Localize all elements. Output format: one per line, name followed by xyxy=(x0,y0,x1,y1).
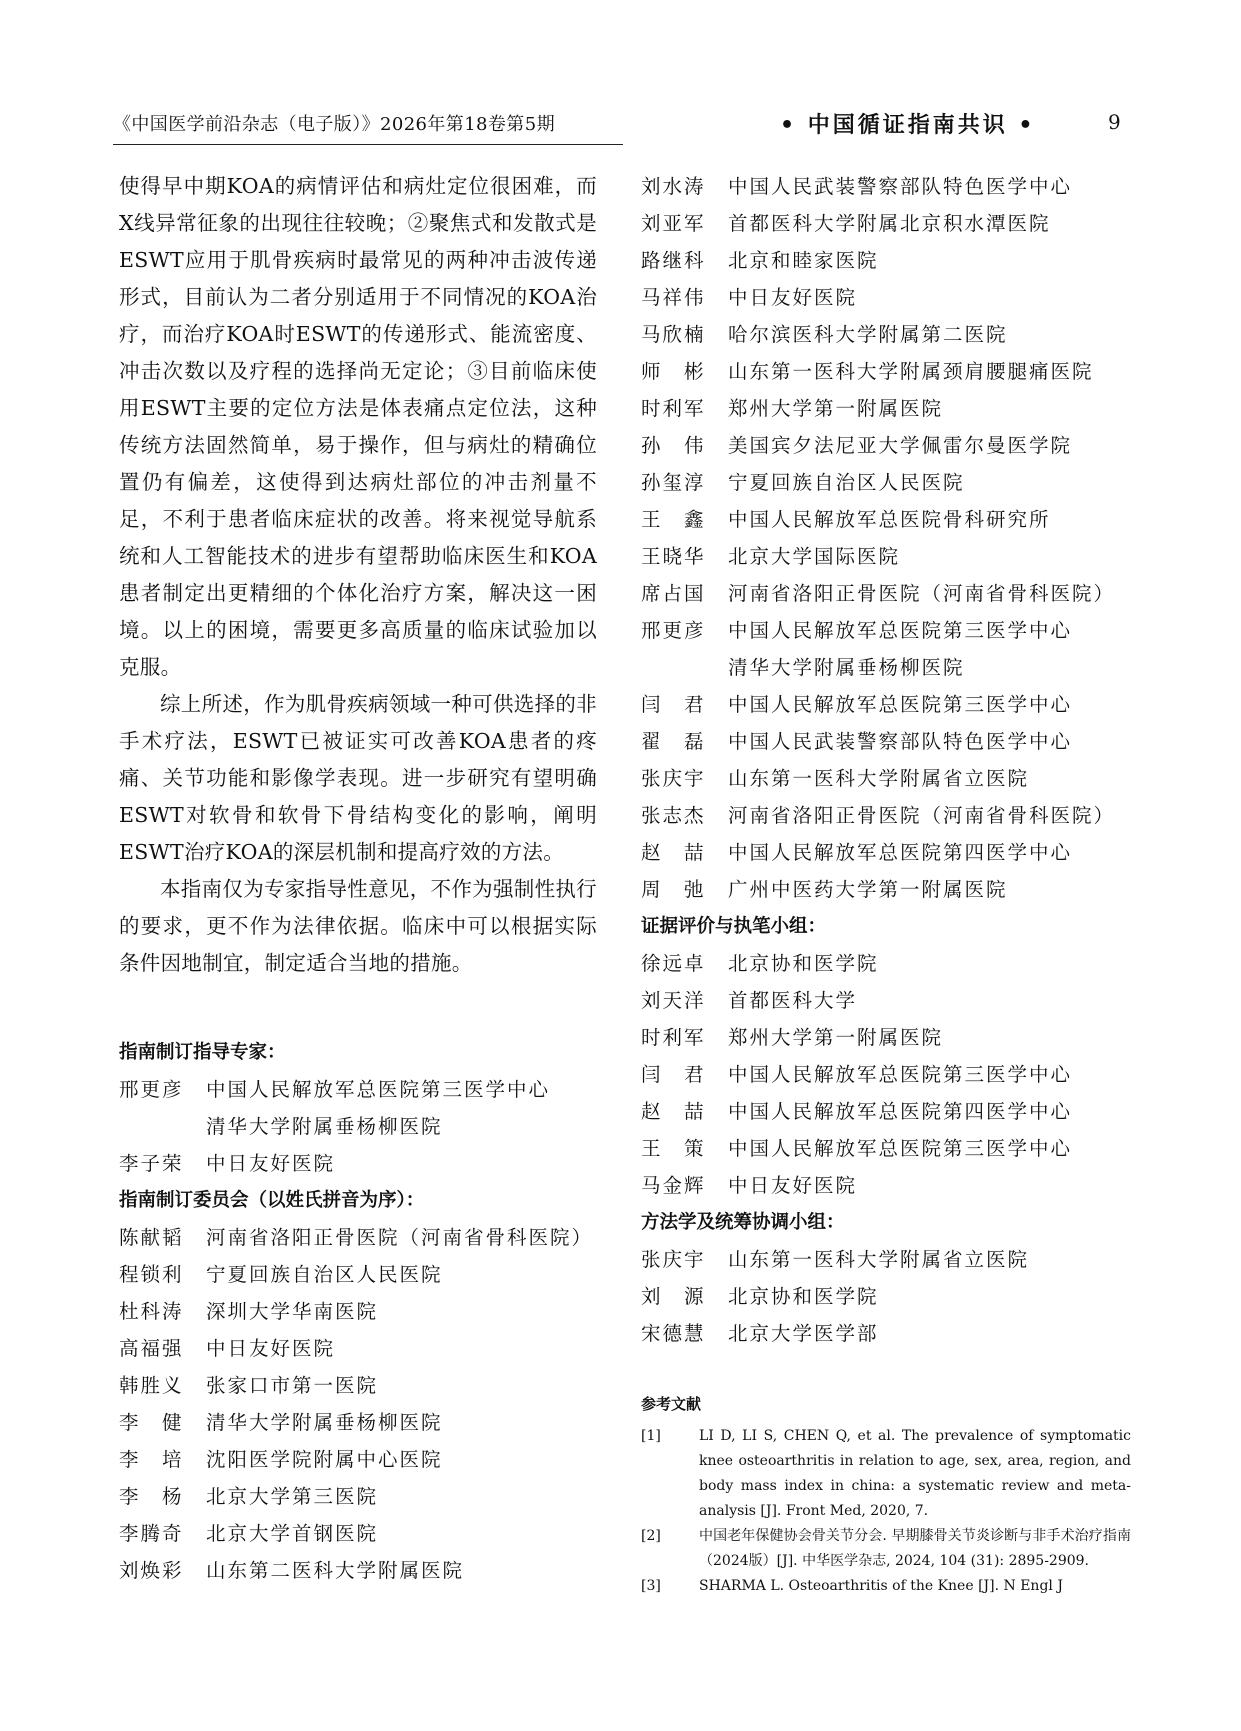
member-row xyxy=(641,723,1131,760)
reference-item xyxy=(641,1524,1131,1574)
member-name: 赵 喆 xyxy=(641,841,706,864)
member-row xyxy=(641,501,1131,538)
member-institution: 中国人民解放军总医院骨科研究所 xyxy=(728,508,1051,531)
member-name: 李 杨 xyxy=(119,1485,184,1508)
member-institution: 清华大学附属垂杨柳医院 xyxy=(206,1411,443,1434)
member-name: 时利军 xyxy=(641,1026,706,1049)
member-name: 刘水涛 xyxy=(641,175,706,198)
member-row xyxy=(641,1241,1131,1278)
journal-header: 《中国医学前沿杂志（电子版）》2026年第18卷第5期 xyxy=(113,110,623,145)
member-name: 马祥伟 xyxy=(641,286,706,309)
member-institution: 宁夏回族自治区人民医院 xyxy=(728,471,965,494)
member-row xyxy=(641,686,1131,723)
member-institution: 中国人民解放军总医院第三医学中心 xyxy=(728,1137,1073,1160)
member-institution: 美国宾夕法尼亚大学佩雷尔曼医学院 xyxy=(728,434,1073,457)
member-row xyxy=(119,1478,597,1515)
member-institution: 清华大学附属垂杨柳医院 xyxy=(728,656,965,679)
member-name: 陈献韬 xyxy=(119,1226,184,1249)
member-row xyxy=(641,279,1131,316)
member-row xyxy=(641,1130,1131,1167)
member-name: 路继科 xyxy=(641,249,706,272)
member-name: 闫 君 xyxy=(641,693,706,716)
member-row xyxy=(641,649,1131,686)
member-institution: 中国人民武装警察部队特色医学中心 xyxy=(728,730,1073,753)
member-name: 刘 源 xyxy=(641,1285,706,1308)
member-institution: 郑州大学第一附属医院 xyxy=(728,1026,944,1049)
member-row xyxy=(641,427,1131,464)
member-institution: 中日友好医院 xyxy=(728,1174,858,1197)
member-row xyxy=(641,575,1131,612)
member-name: 李 健 xyxy=(119,1411,184,1434)
member-institution: 张家口市第一医院 xyxy=(206,1374,379,1397)
reference-number: [3] xyxy=(641,1578,661,1594)
member-name: 时利军 xyxy=(641,397,706,420)
member-institution: 北京大学第三医院 xyxy=(206,1485,379,1508)
member-institution: 哈尔滨医科大学附属第二医院 xyxy=(728,323,1008,346)
member-row xyxy=(119,1108,597,1145)
member-name: 刘天洋 xyxy=(641,989,706,1012)
member-row xyxy=(641,538,1131,575)
member-row xyxy=(119,1552,597,1589)
member-name: 宋德慧 xyxy=(641,1322,706,1345)
member-row xyxy=(119,1071,597,1108)
methodology-group-list xyxy=(641,1241,1131,1352)
reference-text: LI D, LI S, CHEN Q, et al. The prevalence of symptomatic knee osteoarthritis in relation to age, sex, area, region, and body mass index in china: a systematic review and meta-analysis [J]. Front Med, 2020, 7. xyxy=(699,1428,1131,1519)
member-institution: 山东第一医科大学附属省立医院 xyxy=(728,1248,1030,1271)
member-name: 高福强 xyxy=(119,1337,184,1360)
member-name: 周 弛 xyxy=(641,878,706,901)
member-institution: 河南省洛阳正骨医院（河南省骨科医院） xyxy=(206,1226,594,1249)
committee-heading: 指南制订委员会（以姓氏拼音为序）： xyxy=(119,1190,425,1211)
member-row xyxy=(641,242,1131,279)
member-row xyxy=(119,1219,597,1256)
member-name: 张庆宇 xyxy=(641,1248,706,1271)
member-row xyxy=(641,316,1131,353)
member-name: 程锁利 xyxy=(119,1263,184,1286)
member-row xyxy=(119,1515,597,1552)
evidence-group-list xyxy=(641,945,1131,1204)
member-institution: 山东第一医科大学附属颈肩腰腿痛医院 xyxy=(728,360,1094,383)
member-name: 张志杰 xyxy=(641,804,706,827)
member-name: 孙 伟 xyxy=(641,434,706,457)
evidence-group-heading: 证据评价与执笔小组： xyxy=(641,916,827,937)
member-row xyxy=(641,168,1131,205)
member-row xyxy=(119,1293,597,1330)
member-name: 王 策 xyxy=(641,1137,706,1160)
member-row xyxy=(641,760,1131,797)
member-row xyxy=(641,834,1131,871)
member-row xyxy=(119,1145,597,1182)
member-row xyxy=(641,1167,1131,1204)
member-institution: 北京和睦家医院 xyxy=(728,249,879,272)
member-row xyxy=(119,1441,597,1478)
member-row xyxy=(641,205,1131,242)
body-paragraph: 使得早中期KOA的病情评估和病灶定位很困难，而X线异常征象的出现往往较晚；②聚焦式和发散式是ESWT应用于肌骨疾病时最常见的两种冲击波传递形式，目前认为二者分别适用于不同情况的KOA治疗，而治疗KOA时ESWT的传递形式、能流密度、冲击次数以及疗程的选择尚无定论；③目前临床使用ESWT主要的定位方法是体表痛点定位法，这种传统方法固然简单，易于操作，但与病灶的精确位置仍有偏差，这使得到达病灶部位的冲击剂量不足，不利于患者临床症状的改善。将来视觉导航系统和人工智能技术的进步有望帮助临床医生和KOA患者制定出更精细的个体化治疗方案，解决这一困境。以上的困境，需要更多高质量的临床试验加以克服。 xyxy=(119,174,597,679)
member-row xyxy=(641,353,1131,390)
member-name: 邢更彦 xyxy=(119,1078,184,1101)
reference-text: SHARMA L. Osteoarthritis of the Knee [J]. N Engl J xyxy=(699,1578,1063,1594)
member-row xyxy=(641,390,1131,427)
member-institution: 中国人民解放军总医院第三医学中心 xyxy=(728,693,1073,716)
member-institution: 中国人民武装警察部队特色医学中心 xyxy=(728,175,1073,198)
right-column xyxy=(641,168,1131,1599)
references-list xyxy=(641,1424,1131,1599)
committee-list-left xyxy=(119,1219,597,1589)
member-institution: 中国人民解放军总医院第四医学中心 xyxy=(728,841,1073,864)
reference-text: 中国老年保健协会骨关节分会. 早期膝骨关节炎诊断与非手术治疗指南（2024版）[J]. 中华医学杂志, 2024, 104 (31): 2895-2909. xyxy=(699,1528,1131,1569)
member-institution: 中日友好医院 xyxy=(728,286,858,309)
member-institution: 北京协和医学院 xyxy=(728,1285,879,1308)
section-label: • 中国循证指南共识 • xyxy=(780,113,1036,138)
member-institution: 首都医科大学附属北京积水潭医院 xyxy=(728,212,1051,235)
member-row xyxy=(641,1315,1131,1352)
page-number: 9 xyxy=(1108,110,1121,134)
member-institution: 中国人民解放军总医院第四医学中心 xyxy=(728,1100,1073,1123)
member-name: 刘焕彩 xyxy=(119,1559,184,1582)
member-institution: 宁夏回族自治区人民医院 xyxy=(206,1263,443,1286)
body-paragraph: 综上所述，作为肌骨疾病领域一种可供选择的非手术疗法，ESWT已被证实可改善KOA患者的疼痛、关节功能和影像学表现。进一步研究有望明确ESWT对软骨和软骨下骨结构变化的影响，阐明ESWT治疗KOA的深层机制和提高疗效的方法。 xyxy=(119,692,597,864)
member-row xyxy=(641,982,1131,1019)
member-name: 李 培 xyxy=(119,1448,184,1471)
member-name: 邢更彦 xyxy=(641,619,706,642)
member-name: 师 彬 xyxy=(641,360,706,383)
member-name: 李子荣 xyxy=(119,1152,184,1175)
member-institution: 北京大学首钢医院 xyxy=(206,1522,379,1545)
member-name: 刘亚军 xyxy=(641,212,706,235)
member-name: 王 鑫 xyxy=(641,508,706,531)
methodology-group-heading: 方法学及统筹协调小组： xyxy=(641,1212,845,1233)
member-institution: 河南省洛阳正骨医院（河南省骨科医院） xyxy=(728,804,1116,827)
member-institution: 广州中医药大学第一附属医院 xyxy=(728,878,1008,901)
references-heading: 参考文献 xyxy=(641,1395,702,1413)
member-row xyxy=(641,1019,1131,1056)
committee-list-right xyxy=(641,168,1131,908)
guidance-experts-heading: 指南制订指导专家： xyxy=(119,1042,286,1063)
member-institution: 首都医科大学 xyxy=(728,989,858,1012)
member-institution: 郑州大学第一附属医院 xyxy=(728,397,944,420)
member-name: 席占国 xyxy=(641,582,706,605)
member-row xyxy=(641,1093,1131,1130)
member-row xyxy=(641,1056,1131,1093)
member-institution: 山东第一医科大学附属省立医院 xyxy=(728,767,1030,790)
reference-item xyxy=(641,1424,1131,1524)
member-institution: 中国人民解放军总医院第三医学中心 xyxy=(206,1078,551,1101)
member-row xyxy=(119,1367,597,1404)
member-name: 张庆宇 xyxy=(641,767,706,790)
reference-number: [2] xyxy=(641,1528,661,1544)
member-institution: 北京大学国际医院 xyxy=(728,545,901,568)
member-institution: 河南省洛阳正骨医院（河南省骨科医院） xyxy=(728,582,1116,605)
member-row xyxy=(119,1404,597,1441)
member-row xyxy=(641,945,1131,982)
reference-number: [1] xyxy=(641,1428,661,1444)
member-name: 闫 君 xyxy=(641,1063,706,1086)
member-institution: 中国人民解放军总医院第三医学中心 xyxy=(728,1063,1073,1086)
body-paragraph: 本指南仅为专家指导性意见，不作为强制性执行的要求，更不作为法律依据。临床中可以根据实际条件因地制宜，制定适合当地的措施。 xyxy=(119,877,597,975)
left-column xyxy=(119,168,597,1589)
member-institution: 山东第二医科大学附属医院 xyxy=(206,1559,465,1582)
member-name: 王晓华 xyxy=(641,545,706,568)
member-name: 马欣楠 xyxy=(641,323,706,346)
member-row xyxy=(641,797,1131,834)
member-name: 孙玺淳 xyxy=(641,471,706,494)
member-name: 李腾奇 xyxy=(119,1522,184,1545)
member-row xyxy=(119,1330,597,1367)
member-row xyxy=(641,464,1131,501)
reference-item xyxy=(641,1574,1131,1599)
member-name: 翟 磊 xyxy=(641,730,706,753)
member-institution: 中日友好医院 xyxy=(206,1152,336,1175)
member-name: 赵 喆 xyxy=(641,1100,706,1123)
member-row xyxy=(641,612,1131,649)
member-name: 马金辉 xyxy=(641,1174,706,1197)
member-name: 杜科涛 xyxy=(119,1300,184,1323)
member-row xyxy=(641,1278,1131,1315)
member-row xyxy=(119,1256,597,1293)
member-institution: 北京协和医学院 xyxy=(728,952,879,975)
member-institution: 沈阳医学院附属中心医院 xyxy=(206,1448,443,1471)
member-institution: 中日友好医院 xyxy=(206,1337,336,1360)
member-institution: 北京大学医学部 xyxy=(728,1322,879,1345)
member-row xyxy=(641,871,1131,908)
body-text xyxy=(119,168,597,982)
member-institution: 深圳大学华南医院 xyxy=(206,1300,379,1323)
member-name: 徐远卓 xyxy=(641,952,706,975)
member-institution: 中国人民解放军总医院第三医学中心 xyxy=(728,619,1073,642)
member-name: 韩胜义 xyxy=(119,1374,184,1397)
guidance-experts-list xyxy=(119,1071,597,1182)
member-institution: 清华大学附属垂杨柳医院 xyxy=(206,1115,443,1138)
